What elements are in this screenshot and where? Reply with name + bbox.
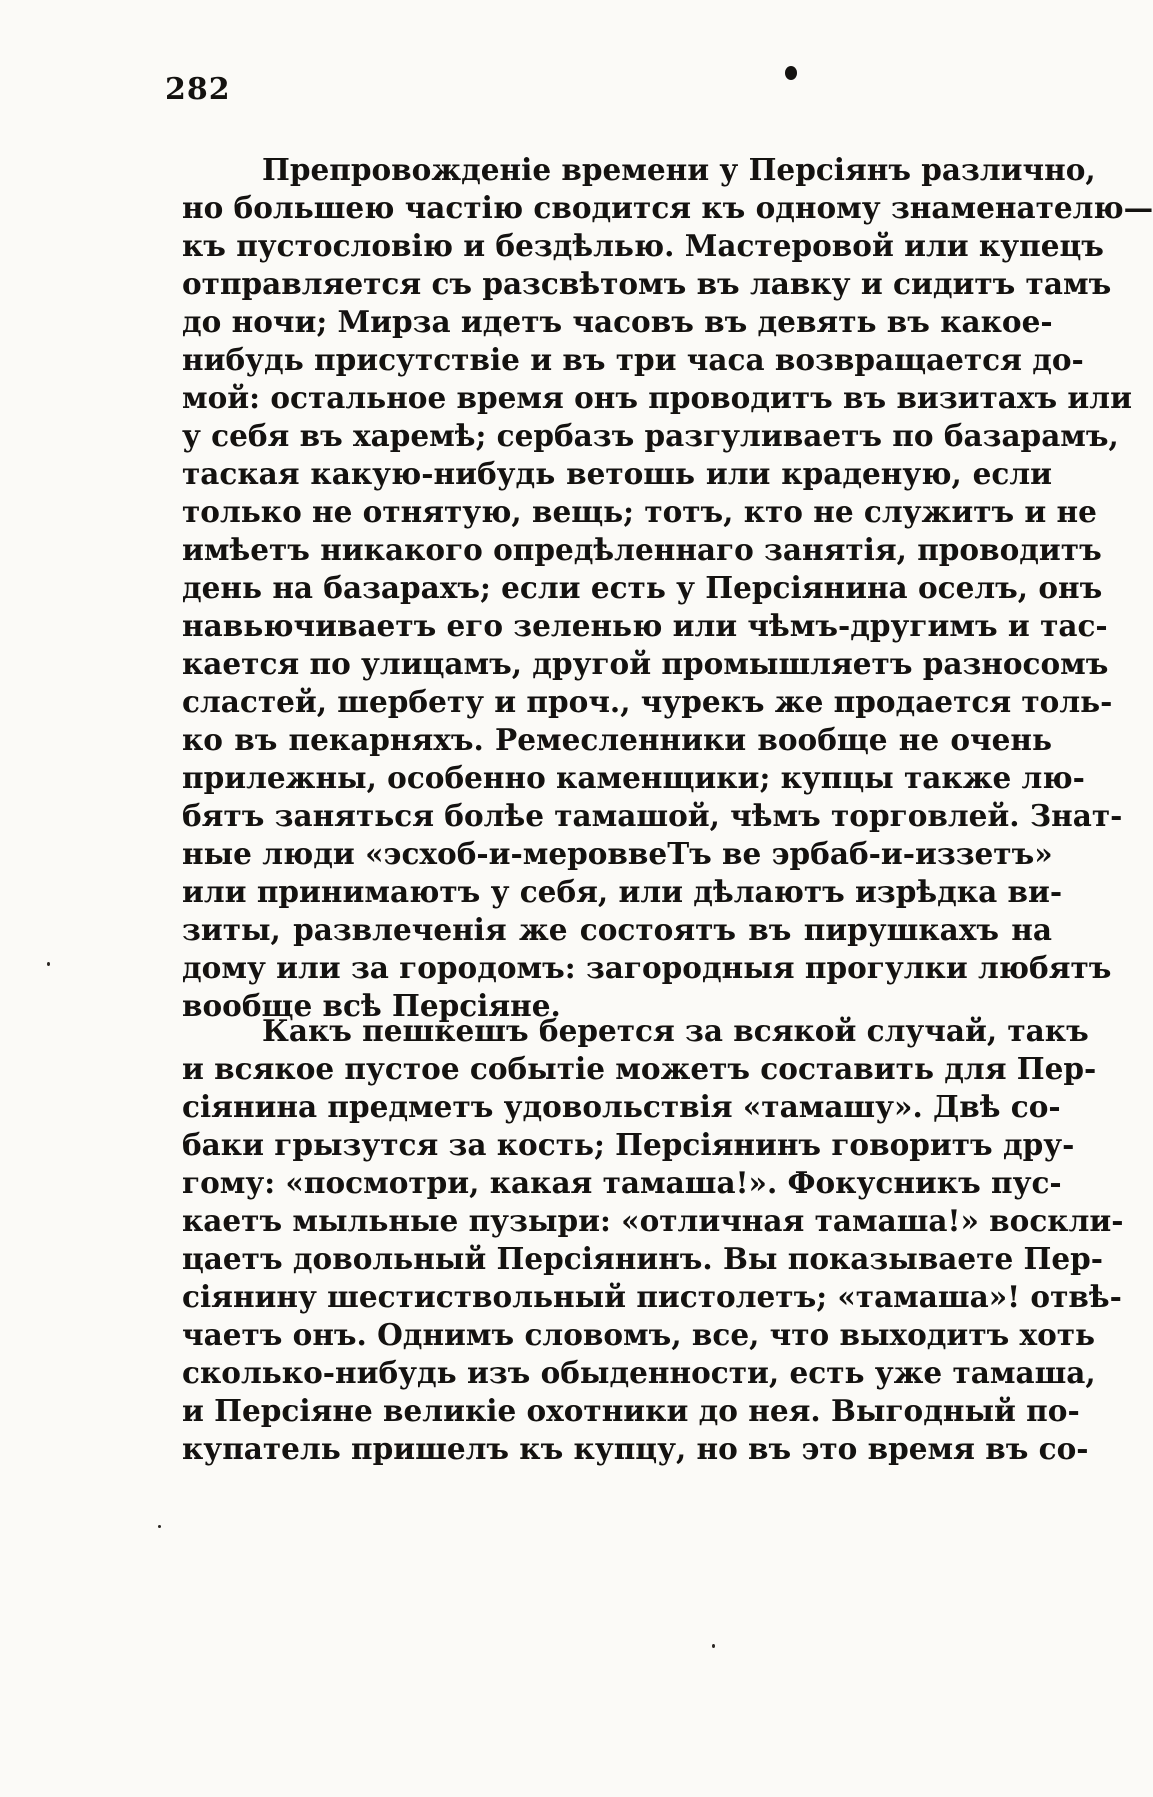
text-line: гому: «посмотри, какая тамаша!». Фокусникъ пус-: [182, 1165, 1062, 1200]
text-line: день на базарахъ; если есть у Персіянина оселъ, онъ: [182, 570, 1103, 605]
text-line: имѣетъ никакого опредѣленнаго занятія, проводитъ: [182, 532, 1102, 567]
text-line: только не отнятую, вещь; тотъ, кто не служитъ и не: [182, 494, 1097, 529]
text-line: и всякое пустое событіе можетъ составить для Пер-: [182, 1051, 1097, 1086]
text-line: нибудь присутствіе и въ три часа возвращается до-: [182, 342, 1084, 377]
text-line: навьючиваетъ его зеленью или чѣмъ-другимъ и тас-: [182, 608, 1108, 643]
text-line: прилежны, особенно каменщики; купцы также лю-: [182, 760, 1085, 795]
text-line: зиты, развлеченія же состоятъ въ пирушкахъ на: [182, 912, 1052, 947]
text-line: вообще всѣ Персіяне.: [182, 988, 561, 1023]
text-line: кается по улицамъ, другой промышляетъ разносомъ: [182, 646, 1109, 681]
text-line: сіянину шестиствольный пистолетъ; «тамаша»! отвѣ-: [182, 1279, 1122, 1314]
ink-dot: [785, 66, 797, 80]
ink-speck: [158, 1525, 161, 1528]
text-line: цаетъ довольный Персіянинъ. Вы показываете Пер-: [182, 1241, 1104, 1276]
page-number: 282: [165, 72, 231, 107]
text-line: мой: остальное время онъ проводитъ въ визитахъ или: [182, 380, 1132, 415]
text-line: чаетъ онъ. Однимъ словомъ, все, что выходитъ хоть: [182, 1317, 1096, 1352]
text-line: Препровожденіе времени у Персіянъ различно,: [262, 152, 1096, 187]
text-line: дому или за городомъ: загородныя прогулки любятъ: [182, 950, 1112, 985]
ink-speck: [712, 1644, 715, 1648]
ink-speck: [47, 962, 50, 966]
text-line: купатель пришелъ къ купцу, но въ это время въ со-: [182, 1431, 1089, 1466]
text-line: или принимаютъ у себя, или дѣлаютъ изрѣдка ви-: [182, 874, 1063, 909]
text-line: ко въ пекарняхъ. Ремесленники вообще не очень: [182, 722, 1052, 757]
text-line: ные люди «эсхоб-и-мероввеТъ ве эрбаб-и-иззетъ»: [182, 836, 1053, 871]
text-line: каетъ мыльные пузыри: «отличная тамаша!» воскли-: [182, 1203, 1124, 1238]
text-line: баки грызутся за кость; Персіянинъ говоритъ дру-: [182, 1127, 1075, 1162]
text-line: бятъ заняться болѣе тамашой, чѣмъ торговлей. Знат-: [182, 798, 1123, 833]
text-line: таская какую-нибудь ветошь или краденую, если: [182, 456, 1052, 491]
text-line: у себя въ харемѣ; сербазъ разгуливаетъ по базарамъ,: [182, 418, 1119, 453]
text-line: сколько-нибудь изъ обыденности, есть уже тамаша,: [182, 1355, 1096, 1390]
text-line: до ночи; Мирза идетъ часовъ въ девять въ какое-: [182, 304, 1053, 339]
text-line: Какъ пешкешъ берется за всякой случай, такъ: [262, 1013, 1089, 1048]
paragraph: [182, 1012, 1124, 1468]
text-line: сіянина предметъ удовольствія «тамашу». Двѣ со-: [182, 1089, 1061, 1124]
text-line: и Персіяне великіе охотники до нея. Выгодный по-: [182, 1393, 1080, 1428]
text-line: сластей, шербету и проч., чурекъ же продается толь-: [182, 684, 1113, 719]
paragraph: [182, 151, 1153, 1025]
text-line: къ пустословію и бездѣлью. Мастеровой или купецъ: [182, 228, 1104, 263]
text-line: отправляется съ разсвѣтомъ въ лавку и сидитъ тамъ: [182, 266, 1112, 301]
text-line: но большею частію сводится къ одному знаменателю—: [182, 190, 1153, 225]
